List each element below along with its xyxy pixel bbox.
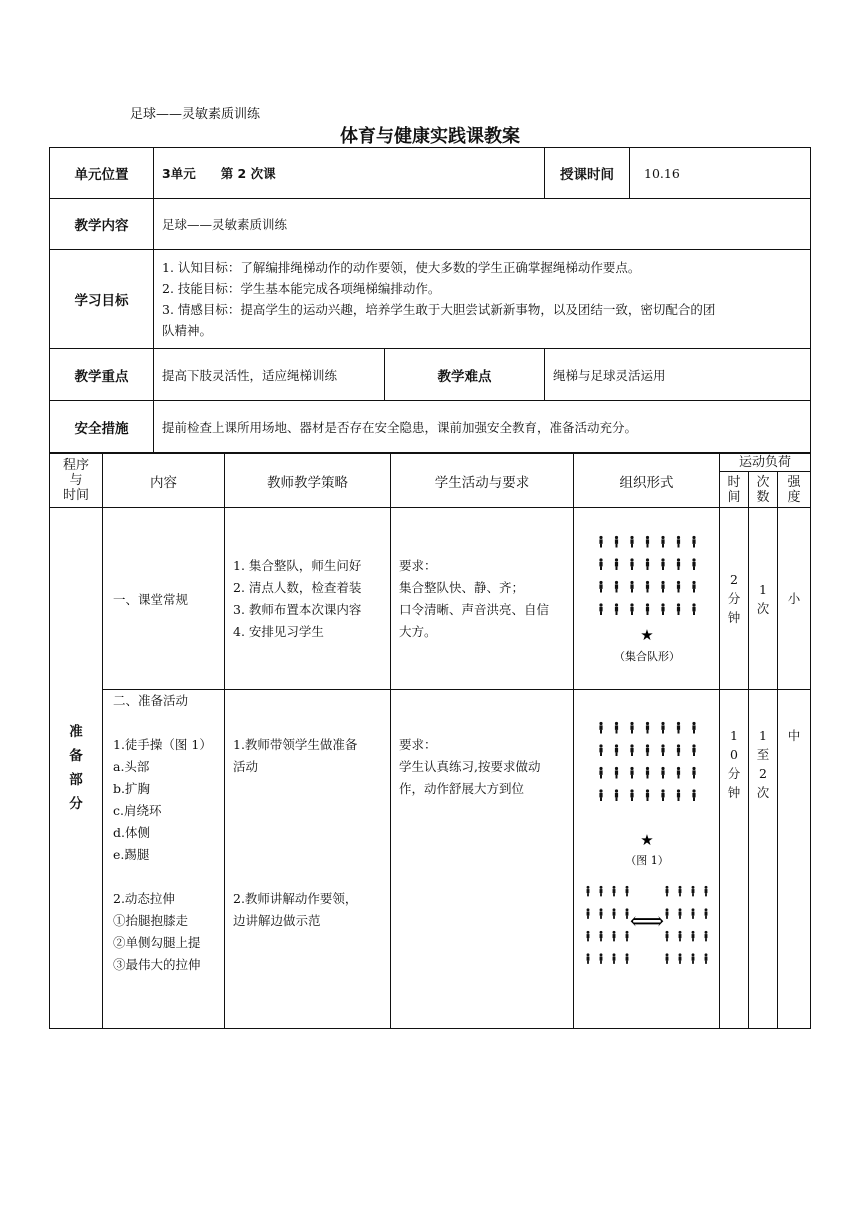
person-icon [615,536,618,548]
warmup-formation-diagram [574,690,720,1028]
assembly-formation-diagram [574,508,720,689]
person-icon [692,953,695,963]
formation-people [599,536,695,615]
person-icon [692,767,695,779]
person-icon [630,744,633,756]
person-icon [677,581,680,593]
person-icon [615,558,618,570]
person-icon [677,558,680,570]
person-icon [705,908,708,918]
person-icon [615,744,618,756]
document-title: 体育与健康实践课教案 [340,126,520,147]
header-load-count: 次 数 [749,472,778,508]
goal-line: 队精神。 [162,323,213,338]
person-icon [677,789,680,801]
person-icon [626,931,629,941]
person-icon [646,722,649,734]
person-icon [600,953,603,963]
goal-line: 2. 技能目标：学生基本能完成各项绳梯编排动作。 [162,281,441,296]
person-icon [661,744,664,756]
formation-caption: （集合队形） [614,650,680,663]
teacher-star: ★ [640,626,654,644]
goal-line: 3. 情感目标：提高学生的运动兴趣，培养学生敢于大胆尝试新新事物，以及团结一致，密切配合的团 [162,302,716,317]
content-value: 足球——灵敏素质训练 [154,199,811,250]
header-organization: 组织形式 [574,454,720,508]
person-icon [599,603,602,615]
person-icon [646,558,649,570]
person-icon [661,767,664,779]
difficulty-label: 教学难点 [385,349,545,401]
person-icon [677,603,680,615]
person-icon [666,931,669,941]
goals-label: 学习目标 [50,250,154,349]
row2-organization [574,690,720,1029]
person-icon [613,886,616,896]
person-icon [646,603,649,615]
row1-intensity: 小 [778,508,811,690]
header-load: 运动负荷 [720,454,811,472]
goals-list [154,250,811,349]
person-icon [600,931,603,941]
header-load-time: 时 间 [720,472,749,508]
person-icon [677,536,680,548]
goal-line: 1. 认知目标：了解编排绳梯动作的动作要领，使大多数的学生正确掌握绳梯动作要点。 [162,260,641,275]
unit-value: 3单元 第 2 次课 [154,148,545,199]
person-icon [692,744,695,756]
person-icon [679,886,682,896]
person-icon [630,789,633,801]
row1-count: 1 次 [749,508,778,690]
person-icon [630,767,633,779]
person-icon [661,581,664,593]
row1-teacher: 1. 集合整队，师生问好 2. 清点人数，检查着装 3. 教师布置本次课内容 4. 安排见习学生 [225,508,391,690]
formation-caption: （图 1） [625,854,669,867]
lesson-info-table [49,147,811,453]
person-icon [630,603,633,615]
person-icon [599,536,602,548]
person-icon [666,908,669,918]
person-icon [587,908,590,918]
person-icon [615,767,618,779]
row2-intensity: 中 [778,690,811,1029]
person-icon [600,908,603,918]
person-icon [661,536,664,548]
content-label: 教学内容 [50,199,154,250]
person-icon [677,767,680,779]
row1-student: 要求： 集合整队快、静、齐； 口令清晰、声音洪亮、自信 大方。 [391,508,574,690]
person-icon [661,789,664,801]
person-icon [630,581,633,593]
person-icon [626,908,629,918]
time-value: 10.16 [630,148,811,199]
person-icon [692,931,695,941]
person-icon [630,558,633,570]
person-icon [692,536,695,548]
key-value: 提高下肢灵活性，适应绳梯训练 [154,349,385,401]
teacher-star: ★ [640,831,654,849]
person-icon [587,931,590,941]
time-label: 授课时间 [545,148,630,199]
row2-student: 要求： 学生认真练习,按要求做动 作，动作舒展大方到位 [391,690,574,1029]
person-icon [679,931,682,941]
person-icon [630,536,633,548]
person-icon [677,722,680,734]
person-icon [615,789,618,801]
person-icon [692,581,695,593]
person-icon [626,953,629,963]
row2-content: 二、准备活动 1.徒手操（图 1） a.头部 b.扩胸 c.肩绕环 d.体侧 e.踢腿 2.动态拉伸 ①抬腿抱膝走 ②单侧勾腿上提 ③最伟大的拉伸 [103,690,225,1029]
person-icon [599,744,602,756]
person-icon [692,603,695,615]
person-icon [677,744,680,756]
person-icon [692,722,695,734]
person-icon [613,931,616,941]
difficulty-value: 绳梯与足球灵活运用 [545,349,811,401]
double-arrow-icon: ⟺ [629,907,665,935]
row1-time: 2 分 钟 [720,508,749,690]
person-icon [600,886,603,896]
section-prep: 准 备 部 分 [50,508,103,1029]
person-icon [587,953,590,963]
person-icon [646,767,649,779]
safety-label: 安全措施 [50,401,154,453]
unit-label: 单元位置 [50,148,154,199]
person-icon [599,558,602,570]
person-icon [599,581,602,593]
header-content: 内容 [103,454,225,508]
row2-count: 1 至 2 次 [749,690,778,1029]
lesson-plan-table [49,453,811,1029]
row2-time: 1 0 分 钟 [720,690,749,1029]
row1-content: 一、课堂常规 [103,508,225,690]
person-icon [679,953,682,963]
person-icon [646,789,649,801]
person-icon [646,581,649,593]
formation-people [599,722,695,801]
person-icon [692,908,695,918]
person-icon [615,603,618,615]
key-label: 教学重点 [50,349,154,401]
person-icon [646,536,649,548]
person-icon [666,886,669,896]
person-icon [630,722,633,734]
header-teacher: 教师教学策略 [225,454,391,508]
person-icon [661,558,664,570]
person-icon [626,886,629,896]
person-icon [705,931,708,941]
person-icon [613,908,616,918]
person-icon [692,558,695,570]
person-icon [599,767,602,779]
person-icon [705,886,708,896]
row2-teacher: 1.教师带领学生做准备 活动 2.教师讲解动作要领， 边讲解边做示范 [225,690,391,1029]
person-icon [661,722,664,734]
header-note: 足球——灵敏素质训练 [130,107,261,122]
safety-value: 提前检查上课所用场地、器材是否存在安全隐患，课前加强安全教育，准备活动充分。 [154,401,811,453]
person-icon [615,722,618,734]
person-icon [661,603,664,615]
person-icon [705,953,708,963]
header-program: 程序 与 时间 [50,454,103,508]
person-icon [615,581,618,593]
person-icon [587,886,590,896]
header-load-intensity: 强 度 [778,472,811,508]
person-icon [613,953,616,963]
person-icon [599,722,602,734]
person-icon [666,953,669,963]
row1-organization [574,508,720,690]
person-icon [692,886,695,896]
person-icon [599,789,602,801]
header-student: 学生活动与要求 [391,454,574,508]
person-icon [692,789,695,801]
person-icon [646,744,649,756]
person-icon [679,908,682,918]
